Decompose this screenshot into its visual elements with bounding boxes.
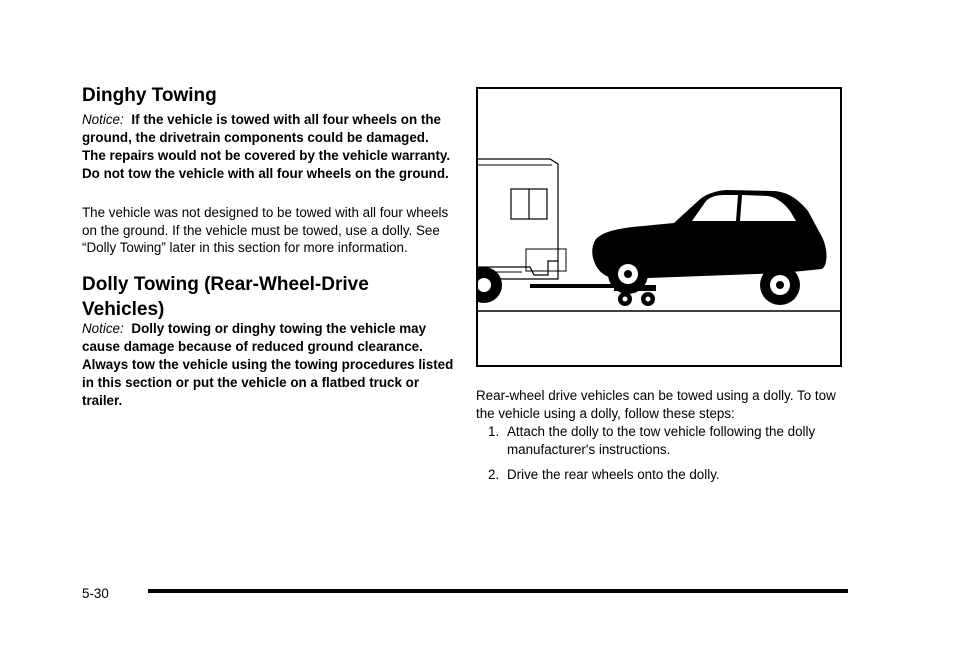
notice-text: Dolly towing or dinghy towing the vehicle may cause damage because of reduced ground clearance. Always tow the vehicle using the towing procedures listed in this section or put the vehicle on a flatbed truck or trailer. (82, 321, 454, 408)
step-number: 1. (488, 424, 500, 439)
steps-list (488, 423, 828, 492)
heading-dinghy-towing: Dinghy Towing (82, 85, 217, 106)
page-number: 5-30 (82, 586, 109, 601)
step-text: Drive the rear wheels onto the dolly. (507, 467, 720, 482)
notice-lead: Notice: (82, 321, 124, 336)
notice-lead: Notice: (82, 112, 124, 127)
notice-dinghy (82, 111, 454, 183)
notice-dolly (82, 320, 454, 410)
dolly-towing-icon (478, 89, 840, 365)
step-number: 2. (488, 467, 500, 482)
step-item (488, 466, 828, 484)
heading-dolly-towing: Dolly Towing (Rear-Wheel-Drive Vehicles) (82, 274, 369, 320)
step-text: Attach the dolly to the tow vehicle following the dolly manufacturer's instructions. (507, 424, 816, 457)
dolly-towing-illustration (476, 87, 842, 367)
dinghy-paragraph: The vehicle was not designed to be towed with all four wheels on the ground. If the vehicle must be towed, use a dolly. See “Dolly Towing” later in this section for more information. (82, 205, 449, 255)
dolly-intro-paragraph: Rear-wheel drive vehicles can be towed using a dolly. To tow the vehicle using a dolly, follow these steps: (476, 388, 836, 421)
step-item (488, 423, 828, 458)
footer-rule (148, 589, 848, 593)
notice-text: If the vehicle is towed with all four wheels on the ground, the drivetrain components could be damaged. The repairs would not be covered by the vehicle warranty. Do not tow the vehicle with all four wheels on the ground. (82, 112, 451, 181)
